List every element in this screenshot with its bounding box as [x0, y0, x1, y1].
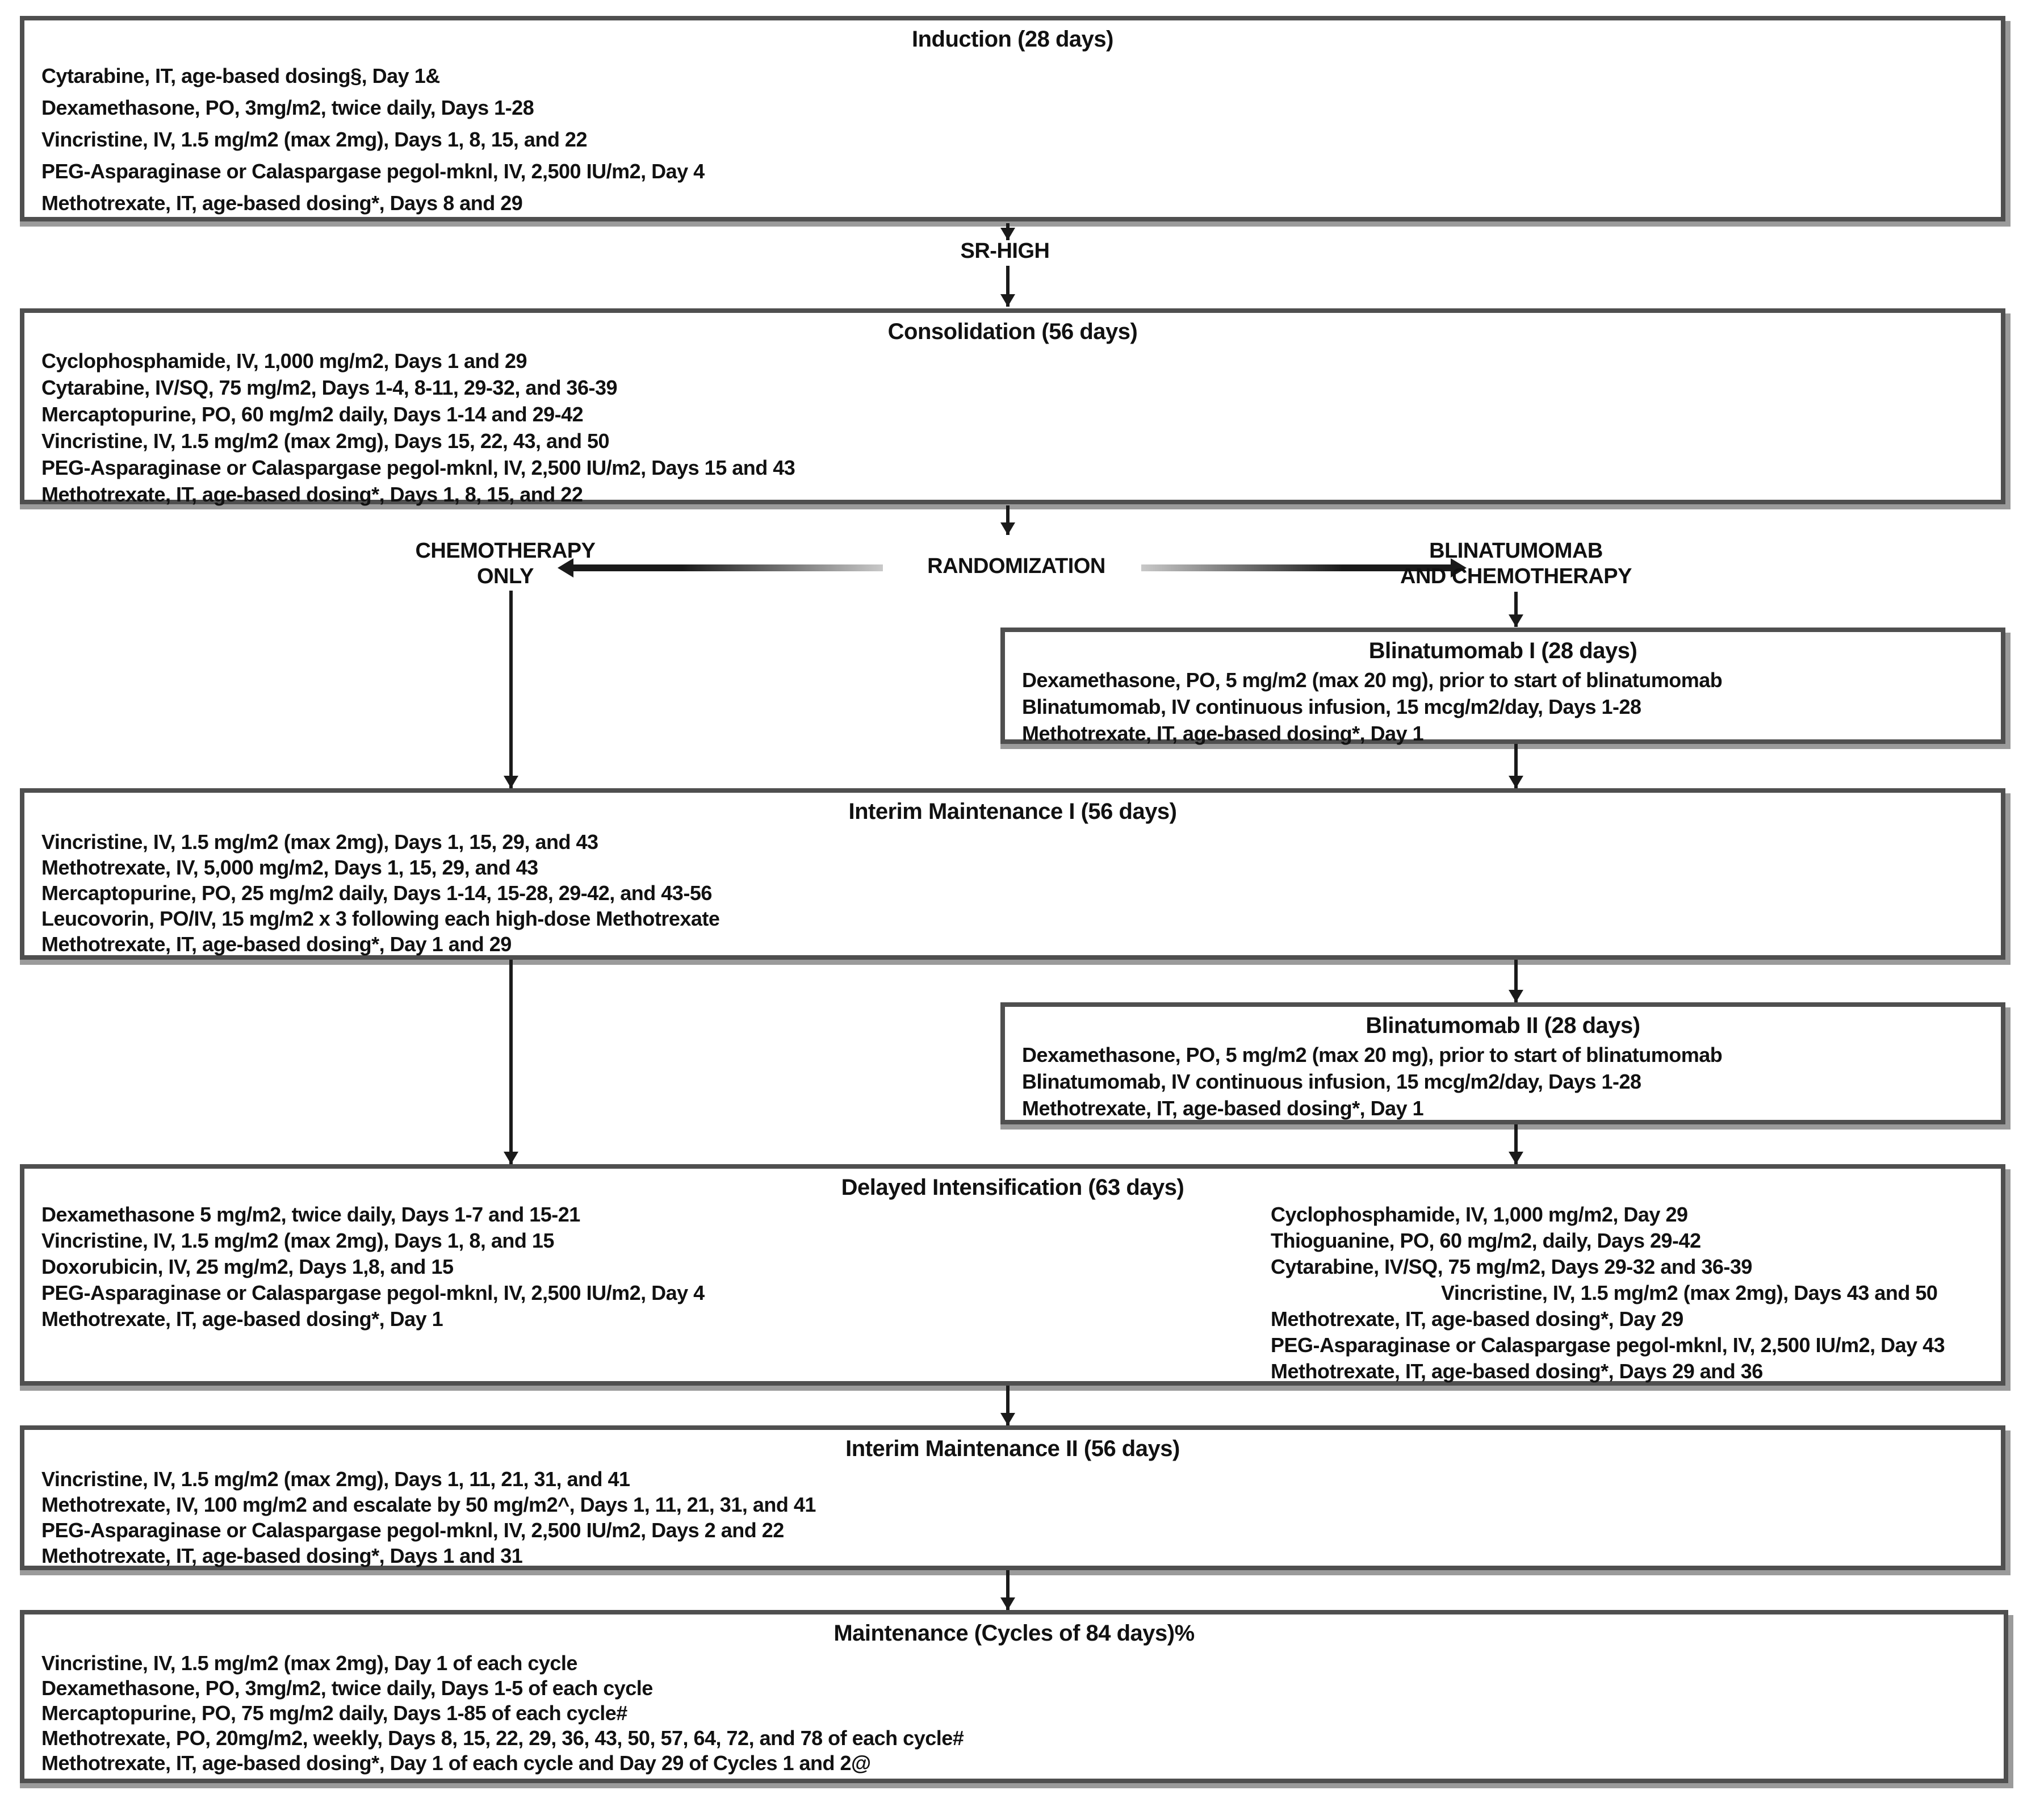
drug-line: Thioguanine, PO, 60 mg/m2, daily, Days 29-42	[1271, 1229, 1701, 1252]
delayed-intensification-box	[20, 1164, 2005, 1386]
drug-line: Dexamethasone, PO, 5 mg/m2 (max 20 mg), prior to start of blinatumomab	[1022, 1043, 1723, 1066]
arrow-delayed-intensification-to-interim-maintenance2	[1006, 1386, 1010, 1425]
arrow-interim-maintenance2-to-maintenance	[1006, 1570, 1010, 1610]
drug-line: Dexamethasone 5 mg/m2, twice daily, Days 1-7 and 15-21	[41, 1203, 580, 1226]
drug-line: Methotrexate, IT, age-based dosing*, Days 8 and 29	[41, 191, 523, 215]
blinatumomab1-title: Blinatumomab I (28 days)	[1368, 638, 1637, 663]
drug-line: Blinatumomab, IV continuous infusion, 15 mcg/m2/day, Days 1-28	[1022, 695, 1641, 718]
drug-line: Methotrexate, IT, age-based dosing*, Day 1 and 29	[41, 932, 512, 956]
drug-line: Methotrexate, IT, age-based dosing*, Day 1	[1022, 722, 1424, 745]
drug-line: Leucovorin, PO/IV, 15 mg/m2 x 3 following each high-dose Methotrexate	[41, 907, 720, 930]
drug-line: Mercaptopurine, PO, 75 mg/m2 daily, Days 1-85 of each cycle#	[41, 1701, 627, 1725]
induction-box	[20, 16, 2005, 221]
drug-line: Vincristine, IV, 1.5 mg/m2 (max 2mg), Days 1, 11, 21, 31, and 41	[41, 1467, 630, 1491]
drug-line: PEG-Asparaginase or Calaspargase pegol-mknl, IV, 2,500 IU/m2, Day 4	[41, 1281, 705, 1304]
delayed-intensification-right-column	[1271, 1202, 1945, 1384]
arrow-interim-maintenance1-to-blinatumomab2	[1514, 960, 1518, 1002]
randomization-label: RANDOMIZATION	[927, 554, 1105, 578]
drug-line: Mercaptopurine, PO, 25 mg/m2 daily, Days 1-14, 15-28, 29-42, and 43-56	[41, 881, 712, 905]
drug-line: Cytarabine, IV/SQ, 75 mg/m2, Days 29-32 and 36-39	[1271, 1255, 1752, 1278]
interim-maintenance2-box	[20, 1425, 2005, 1570]
drug-line: Vincristine, IV, 1.5 mg/m2 (max 2mg), Days 43 and 50	[1441, 1281, 1938, 1304]
arrow-blinatumomab1-to-interim-maintenance1	[1514, 744, 1518, 788]
arrow-chemotherapy-only-to-interim-maintenance1	[509, 591, 513, 788]
chemotherapy-only-label	[392, 538, 619, 589]
drug-line: Methotrexate, IT, age-based dosing*, Days 29 and 36	[1271, 1360, 1763, 1383]
maintenance-box	[20, 1610, 2008, 1783]
drug-line: Cytarabine, IT, age-based dosing§, Day 1&	[41, 64, 440, 87]
drug-line: Mercaptopurine, PO, 60 mg/m2 daily, Days 1-14 and 29-42	[41, 403, 584, 426]
chemotherapy-only-line1: CHEMOTHERAPY	[415, 539, 596, 563]
drug-line: Methotrexate, IT, age-based dosing*, Days 1, 8, 15, and 22	[41, 483, 583, 506]
induction-title: Induction (28 days)	[912, 27, 1113, 52]
drug-line: Methotrexate, PO, 20mg/m2, weekly, Days 8, 15, 22, 29, 36, 43, 50, 57, 64, 72, and 78 of each cycle#	[41, 1726, 964, 1750]
drug-line: Methotrexate, IV, 100 mg/m2 and escalate by 50 mg/m2^, Days 1, 11, 21, 31, and 41	[41, 1493, 816, 1516]
arrow-blinatumomab2-to-delayed-intensification	[1514, 1124, 1518, 1164]
arrow-blinatumomab-label-to-blinatumomab1	[1514, 592, 1518, 627]
arrow-interim-maintenance1-to-delayed-intensification	[509, 960, 513, 1164]
drug-line: PEG-Asparaginase or Calaspargase pegol-mknl, IV, 2,500 IU/m2, Days 2 and 22	[41, 1519, 784, 1542]
sr-high-label: SR-HIGH	[960, 239, 1050, 263]
drug-line: Methotrexate, IV, 5,000 mg/m2, Days 1, 15, 29, and 43	[41, 856, 538, 879]
arrow-randomization-to-chemotherapy-only	[573, 564, 883, 571]
consolidation-box	[20, 308, 2005, 504]
consolidation-title: Consolidation (56 days)	[887, 319, 1138, 344]
drug-line: Methotrexate, IT, age-based dosing*, Day 1	[1022, 1097, 1424, 1120]
drug-line: PEG-Asparaginase or Calaspargase pegol-mknl, IV, 2,500 IU/m2, Days 15 and 43	[41, 456, 795, 479]
drug-line: Dexamethasone, PO, 3mg/m2, twice daily, Days 1-5 of each cycle	[41, 1676, 653, 1700]
drug-line: Dexamethasone, PO, 3mg/m2, twice daily, Days 1-28	[41, 96, 534, 119]
interim-maintenance1-title: Interim Maintenance I (56 days)	[848, 799, 1177, 824]
interim-maintenance1-box	[20, 788, 2005, 960]
blinatumomab1-box	[1000, 628, 2005, 744]
blinatumomab2-box	[1000, 1002, 2005, 1124]
blinatumomab-chemo-line2: AND CHEMOTHERAPY	[1400, 564, 1632, 588]
delayed-intensification-title: Delayed Intensification (63 days)	[841, 1175, 1184, 1200]
blinatumomab2-title: Blinatumomab II (28 days)	[1366, 1013, 1640, 1038]
drug-line: PEG-Asparaginase or Calaspargase pegol-mknl, IV, 2,500 IU/m2, Day 4	[41, 160, 705, 183]
maintenance-title: Maintenance (Cycles of 84 days)%	[833, 1621, 1195, 1646]
drug-line: Vincristine, IV, 1.5 mg/m2 (max 2mg), Days 1, 8, 15, and 22	[41, 128, 587, 151]
drug-line: Cytarabine, IV/SQ, 75 mg/m2, Days 1-4, 8-11, 29-32, and 36-39	[41, 376, 618, 399]
drug-line: Methotrexate, IT, age-based dosing*, Day 1	[41, 1307, 443, 1331]
arrow-induction-to-srhigh	[1006, 223, 1010, 240]
arrow-srhigh-to-consolidation	[1006, 266, 1010, 307]
drug-line: Methotrexate, IT, age-based dosing*, Days 1 and 31	[41, 1544, 523, 1567]
drug-line: Vincristine, IV, 1.5 mg/m2 (max 2mg), Day 1 of each cycle	[41, 1651, 577, 1675]
drug-line: Doxorubicin, IV, 25 mg/m2, Days 1,8, and 15	[41, 1255, 454, 1278]
drug-line: Vincristine, IV, 1.5 mg/m2 (max 2mg), Days 15, 22, 43, and 50	[41, 429, 610, 453]
drug-line: Cyclophosphamide, IV, 1,000 mg/m2, Days 1 and 29	[41, 349, 527, 373]
interim-maintenance2-title: Interim Maintenance II (56 days)	[845, 1436, 1180, 1461]
drug-line: Vincristine, IV, 1.5 mg/m2 (max 2mg), Days 1, 8, and 15	[41, 1229, 554, 1252]
drug-line: Dexamethasone, PO, 5 mg/m2 (max 20 mg), prior to start of blinatumomab	[1022, 668, 1723, 692]
drug-line: PEG-Asparaginase or Calaspargase pegol-mknl, IV, 2,500 IU/m2, Day 43	[1271, 1333, 1945, 1357]
drug-line: Cyclophosphamide, IV, 1,000 mg/m2, Day 29	[1271, 1203, 1688, 1226]
delayed-intensification-left-column	[41, 1202, 705, 1332]
drug-line: Methotrexate, IT, age-based dosing*, Day 29	[1271, 1307, 1683, 1331]
blinatumomab-and-chemotherapy-label	[1357, 538, 1675, 589]
drug-line: Blinatumomab, IV continuous infusion, 15 mcg/m2/day, Days 1-28	[1022, 1070, 1641, 1093]
drug-line: Methotrexate, IT, age-based dosing*, Day 1 of each cycle and Day 29 of Cycles 1 and 2@	[41, 1751, 871, 1775]
arrow-bar	[573, 564, 883, 571]
arrow-consolidation-to-randomization	[1006, 505, 1010, 535]
blinatumomab-chemo-line1: BLINATUMOMAB	[1429, 539, 1603, 563]
drug-line: Vincristine, IV, 1.5 mg/m2 (max 2mg), Days 1, 15, 29, and 43	[41, 830, 598, 854]
chemotherapy-only-line2: ONLY	[476, 564, 534, 588]
